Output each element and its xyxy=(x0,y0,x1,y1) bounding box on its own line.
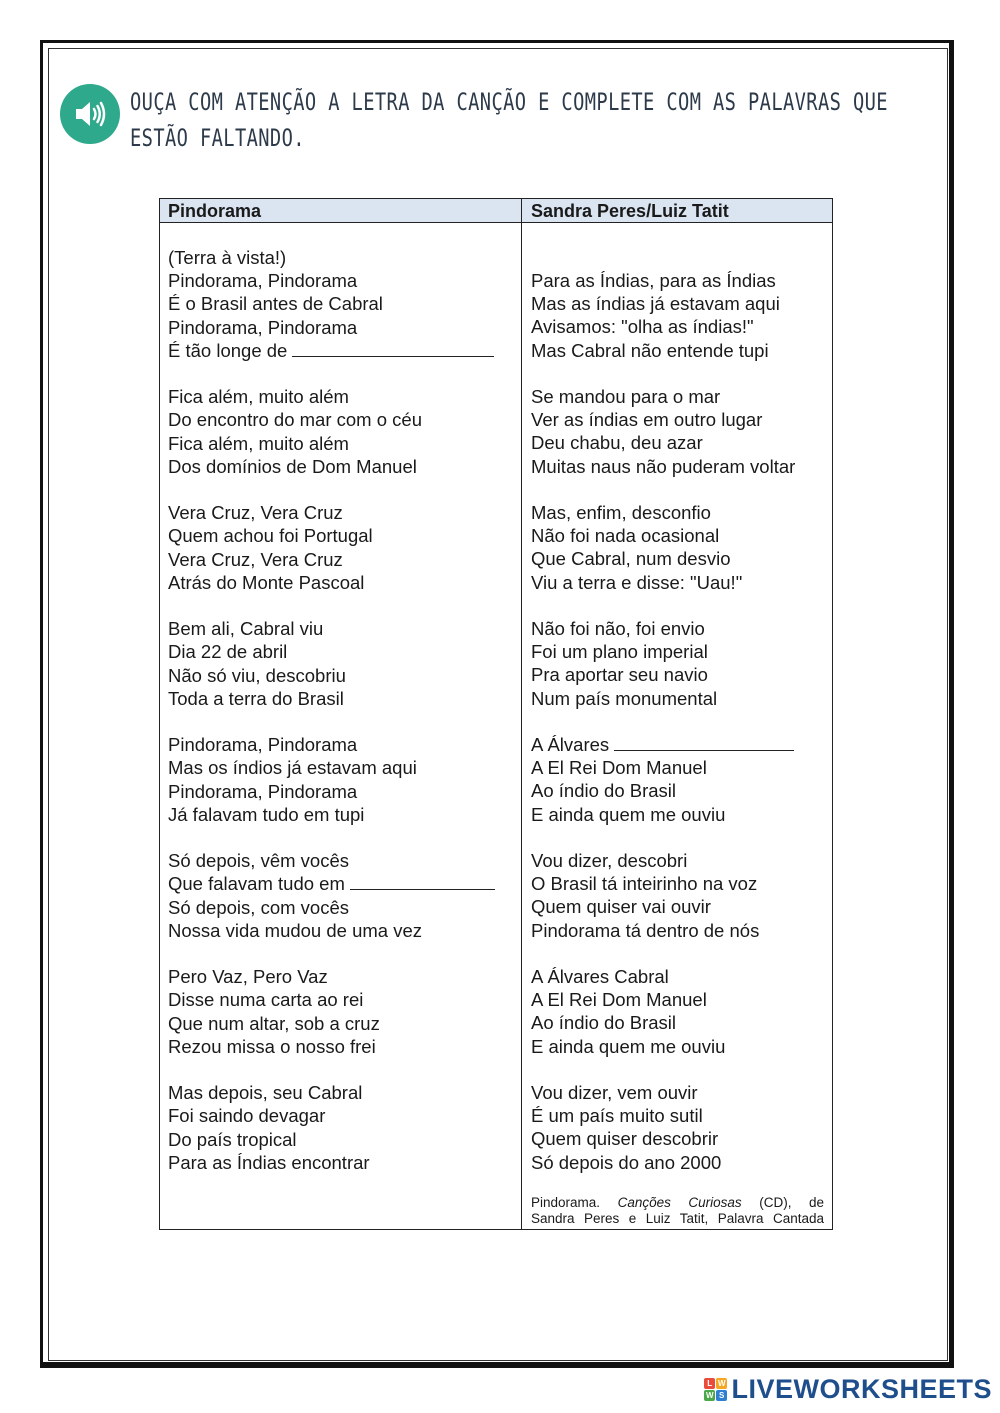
logo-tile: W xyxy=(717,1379,726,1388)
answer-blank-2[interactable] xyxy=(350,873,495,890)
lyric-line: Do país tropical xyxy=(168,1128,297,1150)
lyric-line: Para as Índias encontrar xyxy=(168,1151,370,1173)
song-title: Pindorama xyxy=(168,201,262,221)
lyric-line: Ao índio do Brasil xyxy=(531,1012,677,1034)
instruction-line-2: ESTÃO FALTANDO. xyxy=(130,124,305,152)
lyric-text: É tão longe de xyxy=(168,339,288,361)
stanza xyxy=(168,385,518,478)
lyric-line: Ao índio do Brasil xyxy=(531,780,677,802)
lyric-line: Muitas naus não puderam voltar xyxy=(531,455,796,477)
lyric-line: Mas Cabral não entende tupi xyxy=(531,339,769,361)
lyric-line: Que Cabral, num desvio xyxy=(531,548,731,570)
lyric-line: Vera Cruz, Vera Cruz xyxy=(168,502,343,524)
lyric-line: Mas, enfim, desconfio xyxy=(531,502,711,523)
liveworksheets-brand xyxy=(704,1374,992,1405)
lyric-line: Quem quiser vai ouvir xyxy=(531,896,711,918)
lyric-line: Quem quiser descobrir xyxy=(531,1128,719,1150)
lyric-line-with-blank xyxy=(168,872,518,895)
stanza xyxy=(168,733,518,826)
instruction-line-1: OUÇA COM ATENÇÃO A LETRA DA CANÇÃO E COMPLETE COM AS PALAVRAS QUE xyxy=(130,88,888,116)
lyric-line: Só depois do ano 2000 xyxy=(531,1151,722,1173)
lyric-text: A Álvares xyxy=(531,734,610,755)
lyric-line: E ainda quem me ouviu xyxy=(531,803,726,825)
lyric-line: Avisamos: "olha as índias!" xyxy=(531,316,754,338)
lyric-line: Rezou missa o nosso frei xyxy=(168,1035,376,1057)
stanza xyxy=(168,1081,518,1174)
citation-line-2: Sandra Peres e Luiz Tatit, Palavra Cantada xyxy=(531,1211,824,1226)
answer-blank-1[interactable] xyxy=(292,340,494,357)
liveworksheets-logo-icon xyxy=(704,1378,727,1401)
lyric-line: E ainda quem me ouviu xyxy=(531,1035,726,1057)
lyric-line: Quem achou foi Portugal xyxy=(168,525,373,547)
lyric-line: Mas os índios já estavam aqui xyxy=(168,757,417,779)
song-citation xyxy=(531,1195,824,1227)
lyric-line: A El Rei Dom Manuel xyxy=(531,757,707,779)
stanza xyxy=(531,1081,831,1174)
lyric-line: Não só viu, descobriu xyxy=(168,664,346,686)
citation-suffix: (CD), de xyxy=(741,1195,824,1210)
instruction-text xyxy=(130,84,888,156)
lyric-line: Dia 22 de abril xyxy=(168,641,288,663)
lyric-line: Viu a terra e disse: "Uau!" xyxy=(531,571,743,593)
citation-album: Canções Curiosas xyxy=(617,1195,742,1210)
stanza xyxy=(531,733,831,826)
stanza xyxy=(168,965,518,1058)
lyric-line: É um país muito sutil xyxy=(531,1105,703,1127)
lyric-line: Toda a terra do Brasil xyxy=(168,687,344,709)
lyric-line: Não foi não, foi envio xyxy=(531,618,705,639)
lyric-line: (Terra à vista!) xyxy=(168,247,287,268)
brand-name: LIVEWORKSHEETS xyxy=(731,1374,992,1404)
lyric-line: A Álvares Cabral xyxy=(531,966,669,987)
lyric-line: Pindorama, Pindorama xyxy=(168,780,358,802)
stanza xyxy=(531,849,831,942)
lyric-line: É o Brasil antes de Cabral xyxy=(168,293,383,315)
table-header xyxy=(160,199,832,223)
lyrics-table xyxy=(159,198,833,1230)
column-divider xyxy=(521,199,522,1229)
lyric-line: Pero Vaz, Pero Vaz xyxy=(168,966,328,988)
speaker-icon xyxy=(72,98,108,130)
stanza xyxy=(168,246,518,362)
stanza xyxy=(168,849,518,942)
answer-blank-3[interactable] xyxy=(614,734,794,751)
logo-tile: S xyxy=(716,1390,727,1401)
lyric-line: Atrás do Monte Pascoal xyxy=(168,571,365,593)
lyrics-right-column xyxy=(531,269,831,1197)
lyric-line: Pindorama tá dentro de nós xyxy=(531,919,760,941)
lyric-line: A El Rei Dom Manuel xyxy=(531,989,707,1011)
citation-prefix: Pindorama. xyxy=(531,1195,618,1210)
lyric-line: Dos domínios de Dom Manuel xyxy=(168,455,417,477)
lyric-line: Que num altar, sob a cruz xyxy=(168,1012,380,1034)
audio-play-button[interactable] xyxy=(60,84,120,144)
logo-tile: W xyxy=(705,1391,714,1400)
lyric-line: Vou dizer, vem ouvir xyxy=(531,1082,698,1103)
lyric-line: Num país monumental xyxy=(531,687,718,709)
lyric-line: Fica além, muito além xyxy=(168,432,349,454)
lyric-line: Vou dizer, descobri xyxy=(531,850,688,871)
logo-tile: L xyxy=(704,1378,715,1389)
lyric-line: Para as Índias, para as Índias xyxy=(531,270,776,291)
lyric-line: Vera Cruz, Vera Cruz xyxy=(168,548,343,570)
song-authors: Sandra Peres/Luiz Tatit xyxy=(531,201,729,221)
stanza xyxy=(531,501,831,594)
lyric-line: Se mandou para o mar xyxy=(531,386,721,407)
stanza xyxy=(531,965,831,1058)
lyric-line: Pindorama, Pindorama xyxy=(168,270,358,292)
lyric-line: Pra aportar seu navio xyxy=(531,664,708,686)
stanza xyxy=(531,385,831,478)
lyric-line: Mas depois, seu Cabral xyxy=(168,1082,363,1104)
lyric-line: Pindorama, Pindorama xyxy=(168,734,358,756)
lyric-text: Que falavam tudo em xyxy=(168,873,345,895)
lyric-line: Só depois, com vocês xyxy=(168,896,349,918)
lyric-line: Mas as índias já estavam aqui xyxy=(531,293,780,315)
lyric-line-with-blank xyxy=(531,733,831,756)
lyrics-left-column xyxy=(168,246,518,1197)
lyric-line: Foi saindo devagar xyxy=(168,1105,326,1127)
lyric-line: Bem ali, Cabral viu xyxy=(168,618,324,640)
stanza xyxy=(168,617,518,710)
lyric-line: Fica além, muito além xyxy=(168,386,349,408)
lyric-line: Deu chabu, deu azar xyxy=(531,432,703,454)
stanza xyxy=(531,269,831,362)
lyric-line: Do encontro do mar com o céu xyxy=(168,409,422,431)
lyric-line: Disse numa carta ao rei xyxy=(168,989,364,1011)
lyric-line: Foi um plano imperial xyxy=(531,641,708,663)
lyric-line: O Brasil tá inteirinho na voz xyxy=(531,873,758,895)
lyric-line: Já falavam tudo em tupi xyxy=(168,803,365,825)
lyric-line: Ver as índias em outro lugar xyxy=(531,409,763,431)
lyric-line: Não foi nada ocasional xyxy=(531,525,720,547)
lyric-line: Nossa vida mudou de uma vez xyxy=(168,919,422,941)
stanza xyxy=(531,617,831,710)
lyric-line-with-blank xyxy=(168,339,518,362)
stanza xyxy=(168,501,518,594)
lyric-line: Pindorama, Pindorama xyxy=(168,316,358,338)
lyric-line: Só depois, vêm vocês xyxy=(168,850,349,872)
